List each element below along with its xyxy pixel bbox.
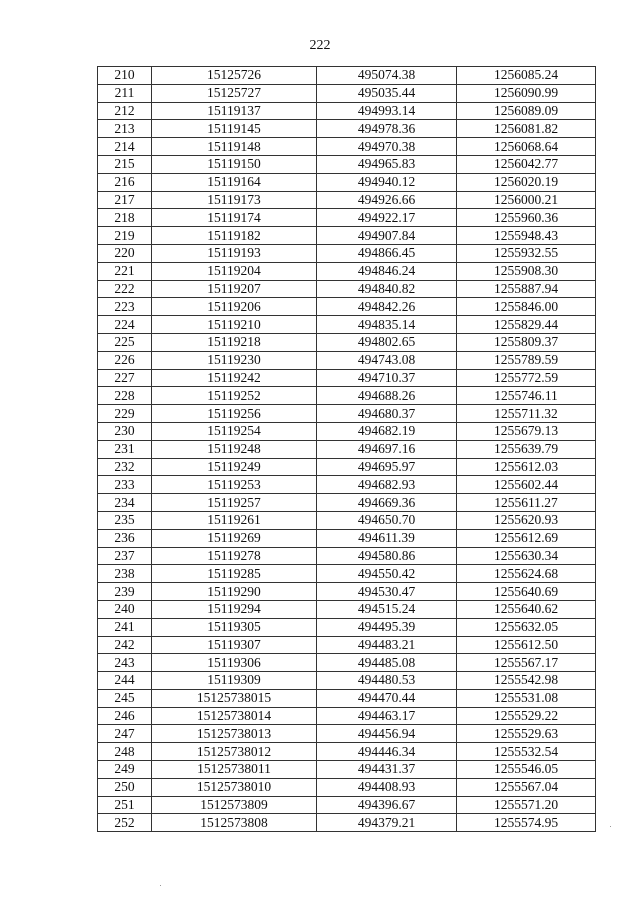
y-coordinate-cell: 1255602.44: [457, 476, 596, 494]
y-coordinate-cell: 1255639.79: [457, 440, 596, 458]
y-coordinate-cell: 1256089.09: [457, 102, 596, 120]
point-number-cell: 251: [98, 796, 152, 814]
x-coordinate-cell: 494470.44: [317, 689, 457, 707]
x-coordinate-cell: 494530.47: [317, 583, 457, 601]
x-coordinate-cell: 494846.24: [317, 262, 457, 280]
y-coordinate-cell: 1256090.99: [457, 84, 596, 102]
point-number-cell: 237: [98, 547, 152, 565]
x-coordinate-cell: 494907.84: [317, 227, 457, 245]
table-row: [98, 600, 596, 618]
y-coordinate-cell: 1255571.20: [457, 796, 596, 814]
point-id-cell: 15125738011: [152, 761, 317, 779]
point-number-cell: 217: [98, 191, 152, 209]
point-id-cell: 15125738014: [152, 707, 317, 725]
point-id-cell: 15119309: [152, 672, 317, 690]
point-id-cell: 15119261: [152, 511, 317, 529]
point-number-cell: 233: [98, 476, 152, 494]
y-coordinate-cell: 1255948.43: [457, 227, 596, 245]
point-id-cell: 15125726: [152, 67, 317, 85]
table-row: [98, 778, 596, 796]
x-coordinate-cell: 494682.93: [317, 476, 457, 494]
point-id-cell: 15119294: [152, 600, 317, 618]
point-id-cell: 15119207: [152, 280, 317, 298]
table-row: [98, 458, 596, 476]
point-id-cell: 15119253: [152, 476, 317, 494]
point-id-cell: 1512573808: [152, 814, 317, 832]
point-number-cell: 222: [98, 280, 152, 298]
table-row: [98, 511, 596, 529]
x-coordinate-cell: 494495.39: [317, 618, 457, 636]
x-coordinate-cell: 494840.82: [317, 280, 457, 298]
point-number-cell: 210: [98, 67, 152, 85]
point-number-cell: 240: [98, 600, 152, 618]
point-id-cell: 15119257: [152, 494, 317, 512]
x-coordinate-cell: 494550.42: [317, 565, 457, 583]
y-coordinate-cell: 1256020.19: [457, 173, 596, 191]
table-row: [98, 155, 596, 173]
point-id-cell: 15119269: [152, 529, 317, 547]
x-coordinate-cell: 494611.39: [317, 529, 457, 547]
y-coordinate-cell: 1256042.77: [457, 155, 596, 173]
point-number-cell: 241: [98, 618, 152, 636]
point-number-cell: 221: [98, 262, 152, 280]
y-coordinate-cell: 1255932.55: [457, 244, 596, 262]
y-coordinate-cell: 1255887.94: [457, 280, 596, 298]
point-id-cell: 15119306: [152, 654, 317, 672]
x-coordinate-cell: 494408.93: [317, 778, 457, 796]
point-number-cell: 219: [98, 227, 152, 245]
y-coordinate-cell: 1256000.21: [457, 191, 596, 209]
table-row: [98, 120, 596, 138]
x-coordinate-cell: 494866.45: [317, 244, 457, 262]
x-coordinate-cell: 494485.08: [317, 654, 457, 672]
table-row: [98, 262, 596, 280]
point-number-cell: 220: [98, 244, 152, 262]
table-row: [98, 547, 596, 565]
x-coordinate-cell: 494922.17: [317, 209, 457, 227]
x-coordinate-cell: 494446.34: [317, 743, 457, 761]
x-coordinate-cell: 494695.97: [317, 458, 457, 476]
y-coordinate-cell: 1255532.54: [457, 743, 596, 761]
x-coordinate-cell: 494835.14: [317, 316, 457, 334]
x-coordinate-cell: 494669.36: [317, 494, 457, 512]
point-number-cell: 231: [98, 440, 152, 458]
x-coordinate-cell: 494680.37: [317, 405, 457, 423]
x-coordinate-cell: 494431.37: [317, 761, 457, 779]
point-id-cell: 15119182: [152, 227, 317, 245]
point-number-cell: 239: [98, 583, 152, 601]
y-coordinate-cell: 1255640.62: [457, 600, 596, 618]
table-row: [98, 689, 596, 707]
point-id-cell: 15119173: [152, 191, 317, 209]
y-coordinate-cell: 1255567.04: [457, 778, 596, 796]
point-number-cell: 234: [98, 494, 152, 512]
table-row: [98, 351, 596, 369]
point-number-cell: 211: [98, 84, 152, 102]
point-number-cell: 245: [98, 689, 152, 707]
point-number-cell: 252: [98, 814, 152, 832]
point-id-cell: 1512573809: [152, 796, 317, 814]
table-row: [98, 84, 596, 102]
table-row: [98, 796, 596, 814]
point-number-cell: 227: [98, 369, 152, 387]
table-row: [98, 227, 596, 245]
point-id-cell: 15125738015: [152, 689, 317, 707]
point-id-cell: 15119137: [152, 102, 317, 120]
x-coordinate-cell: 494379.21: [317, 814, 457, 832]
y-coordinate-cell: 1255711.32: [457, 405, 596, 423]
point-number-cell: 230: [98, 422, 152, 440]
table-row: [98, 244, 596, 262]
point-id-cell: 15119252: [152, 387, 317, 405]
x-coordinate-cell: 495074.38: [317, 67, 457, 85]
x-coordinate-cell: 494483.21: [317, 636, 457, 654]
table-row: [98, 369, 596, 387]
point-id-cell: 15119193: [152, 244, 317, 262]
scan-speck: [160, 885, 161, 886]
y-coordinate-cell: 1255679.13: [457, 422, 596, 440]
point-id-cell: 15119145: [152, 120, 317, 138]
point-number-cell: 243: [98, 654, 152, 672]
table-row: [98, 672, 596, 690]
point-number-cell: 246: [98, 707, 152, 725]
point-id-cell: 15119230: [152, 351, 317, 369]
y-coordinate-cell: 1255529.63: [457, 725, 596, 743]
point-id-cell: 15119256: [152, 405, 317, 423]
x-coordinate-cell: 494926.66: [317, 191, 457, 209]
point-id-cell: 15119148: [152, 138, 317, 156]
y-coordinate-cell: 1255746.11: [457, 387, 596, 405]
table-row: [98, 333, 596, 351]
y-coordinate-cell: 1255531.08: [457, 689, 596, 707]
point-id-cell: 15119218: [152, 333, 317, 351]
y-coordinate-cell: 1255789.59: [457, 351, 596, 369]
x-coordinate-cell: 494688.26: [317, 387, 457, 405]
x-coordinate-cell: 494456.94: [317, 725, 457, 743]
y-coordinate-cell: 1255640.69: [457, 583, 596, 601]
y-coordinate-cell: 1255960.36: [457, 209, 596, 227]
x-coordinate-cell: 494463.17: [317, 707, 457, 725]
y-coordinate-cell: 1255567.17: [457, 654, 596, 672]
x-coordinate-cell: 494682.19: [317, 422, 457, 440]
point-id-cell: 15119307: [152, 636, 317, 654]
y-coordinate-cell: 1255529.22: [457, 707, 596, 725]
point-id-cell: 15119290: [152, 583, 317, 601]
point-number-cell: 223: [98, 298, 152, 316]
table-row: [98, 814, 596, 832]
y-coordinate-cell: 1255542.98: [457, 672, 596, 690]
point-number-cell: 236: [98, 529, 152, 547]
table-row: [98, 725, 596, 743]
table-row: [98, 565, 596, 583]
y-coordinate-cell: 1255809.37: [457, 333, 596, 351]
table-row: [98, 529, 596, 547]
point-id-cell: 15119164: [152, 173, 317, 191]
point-number-cell: 226: [98, 351, 152, 369]
point-id-cell: 15119210: [152, 316, 317, 334]
table-row: [98, 583, 596, 601]
point-number-cell: 250: [98, 778, 152, 796]
table-row: [98, 440, 596, 458]
point-number-cell: 216: [98, 173, 152, 191]
table-row: [98, 476, 596, 494]
y-coordinate-cell: 1256085.24: [457, 67, 596, 85]
point-number-cell: 238: [98, 565, 152, 583]
point-id-cell: 15119204: [152, 262, 317, 280]
x-coordinate-cell: 494802.65: [317, 333, 457, 351]
table-row: [98, 387, 596, 405]
point-id-cell: 15119285: [152, 565, 317, 583]
point-number-cell: 235: [98, 511, 152, 529]
table-row: [98, 67, 596, 85]
x-coordinate-cell: 494842.26: [317, 298, 457, 316]
x-coordinate-cell: 494697.16: [317, 440, 457, 458]
x-coordinate-cell: 494978.36: [317, 120, 457, 138]
table-row: [98, 422, 596, 440]
point-number-cell: 242: [98, 636, 152, 654]
point-id-cell: 15119206: [152, 298, 317, 316]
point-number-cell: 215: [98, 155, 152, 173]
point-number-cell: 228: [98, 387, 152, 405]
point-id-cell: 15119242: [152, 369, 317, 387]
table-row: [98, 636, 596, 654]
x-coordinate-cell: 495035.44: [317, 84, 457, 102]
point-id-cell: 15119305: [152, 618, 317, 636]
point-number-cell: 225: [98, 333, 152, 351]
x-coordinate-cell: 494650.70: [317, 511, 457, 529]
x-coordinate-cell: 494970.38: [317, 138, 457, 156]
y-coordinate-cell: 1255846.00: [457, 298, 596, 316]
table-row: [98, 761, 596, 779]
point-number-cell: 244: [98, 672, 152, 690]
x-coordinate-cell: 494396.67: [317, 796, 457, 814]
point-id-cell: 15125738012: [152, 743, 317, 761]
y-coordinate-cell: 1255632.05: [457, 618, 596, 636]
y-coordinate-cell: 1255611.27: [457, 494, 596, 512]
y-coordinate-cell: 1255772.59: [457, 369, 596, 387]
y-coordinate-cell: 1256068.64: [457, 138, 596, 156]
table-row: [98, 173, 596, 191]
page-number: 222: [309, 38, 331, 53]
table-row: [98, 618, 596, 636]
x-coordinate-cell: 494480.53: [317, 672, 457, 690]
point-id-cell: 15125738013: [152, 725, 317, 743]
point-number-cell: 218: [98, 209, 152, 227]
table-row: [98, 743, 596, 761]
table-row: [98, 316, 596, 334]
point-id-cell: 15119174: [152, 209, 317, 227]
point-number-cell: 224: [98, 316, 152, 334]
y-coordinate-cell: 1255624.68: [457, 565, 596, 583]
y-coordinate-cell: 1255630.34: [457, 547, 596, 565]
coordinates-table: [97, 66, 596, 832]
point-number-cell: 229: [98, 405, 152, 423]
x-coordinate-cell: 494515.24: [317, 600, 457, 618]
x-coordinate-cell: 494965.83: [317, 155, 457, 173]
x-coordinate-cell: 494743.08: [317, 351, 457, 369]
table-row: [98, 138, 596, 156]
y-coordinate-cell: 1255620.93: [457, 511, 596, 529]
y-coordinate-cell: 1256081.82: [457, 120, 596, 138]
point-number-cell: 232: [98, 458, 152, 476]
y-coordinate-cell: 1255908.30: [457, 262, 596, 280]
table-row: [98, 209, 596, 227]
point-id-cell: 15119254: [152, 422, 317, 440]
point-id-cell: 15119150: [152, 155, 317, 173]
y-coordinate-cell: 1255612.03: [457, 458, 596, 476]
y-coordinate-cell: 1255546.05: [457, 761, 596, 779]
point-id-cell: 15119249: [152, 458, 317, 476]
scan-speck: [610, 826, 611, 827]
point-number-cell: 249: [98, 761, 152, 779]
point-number-cell: 213: [98, 120, 152, 138]
point-id-cell: 15119278: [152, 547, 317, 565]
point-id-cell: 15125727: [152, 84, 317, 102]
table-row: [98, 654, 596, 672]
x-coordinate-cell: 494940.12: [317, 173, 457, 191]
table-row: [98, 280, 596, 298]
point-id-cell: 15119248: [152, 440, 317, 458]
y-coordinate-cell: 1255612.69: [457, 529, 596, 547]
table-row: [98, 405, 596, 423]
y-coordinate-cell: 1255829.44: [457, 316, 596, 334]
table-row: [98, 707, 596, 725]
point-id-cell: 15125738010: [152, 778, 317, 796]
point-number-cell: 247: [98, 725, 152, 743]
point-number-cell: 214: [98, 138, 152, 156]
x-coordinate-cell: 494580.86: [317, 547, 457, 565]
table-row: [98, 298, 596, 316]
table-row: [98, 102, 596, 120]
x-coordinate-cell: 494993.14: [317, 102, 457, 120]
table-body: [98, 67, 596, 832]
x-coordinate-cell: 494710.37: [317, 369, 457, 387]
table-row: [98, 191, 596, 209]
table-row: [98, 494, 596, 512]
point-number-cell: 212: [98, 102, 152, 120]
y-coordinate-cell: 1255612.50: [457, 636, 596, 654]
point-number-cell: 248: [98, 743, 152, 761]
y-coordinate-cell: 1255574.95: [457, 814, 596, 832]
